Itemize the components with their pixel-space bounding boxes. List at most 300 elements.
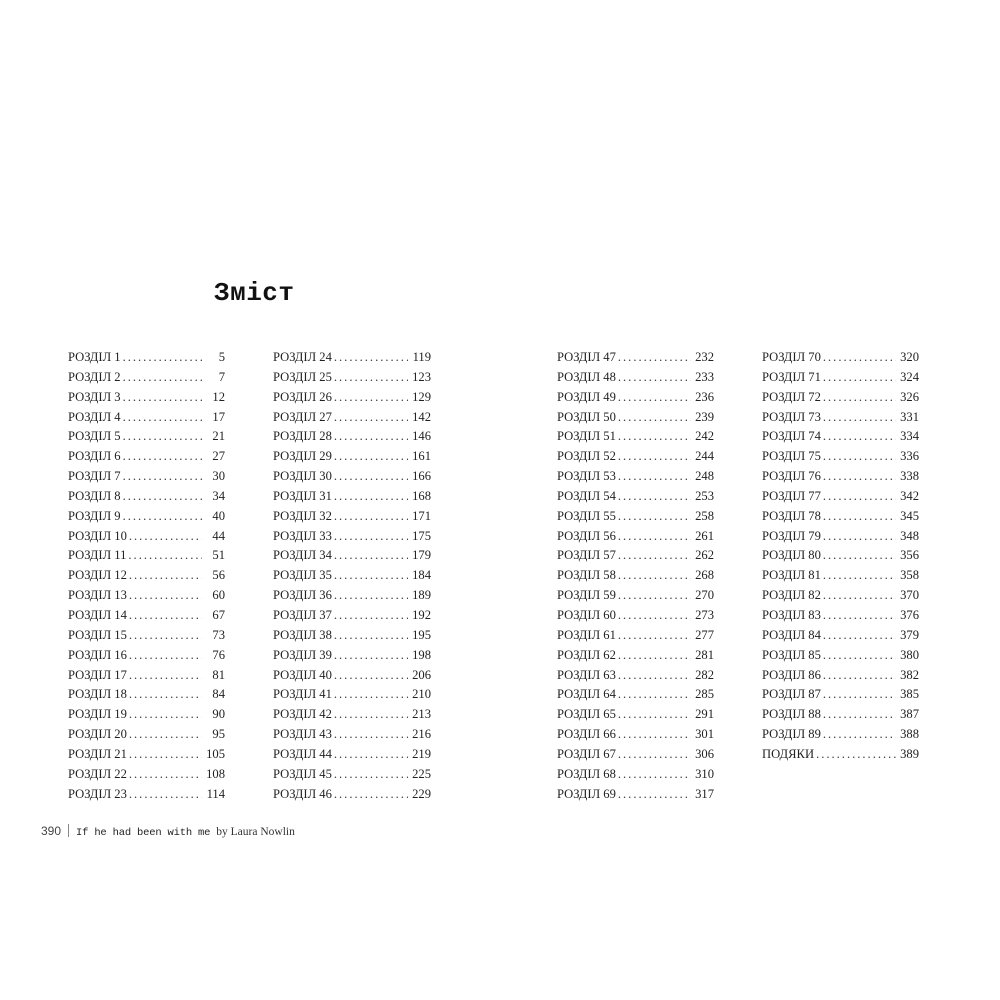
- toc-dot-leader: [129, 666, 202, 686]
- toc-entry-page: 44: [212, 528, 225, 543]
- footer-author: by Laura Nowlin: [216, 826, 295, 838]
- toc-dot-leader: [129, 626, 202, 646]
- toc-entry-page: 184: [412, 568, 431, 583]
- toc-entry-page: 105: [206, 746, 225, 761]
- toc-entry-page: 90: [212, 707, 225, 722]
- toc-dot-leader: [823, 725, 896, 745]
- toc-entry-label: РОЗДІЛ 70: [762, 350, 821, 364]
- toc-dot-leader: [334, 705, 408, 725]
- toc-dot-leader: [334, 487, 408, 507]
- toc-entry: [557, 546, 714, 566]
- toc-entry: [557, 666, 714, 686]
- toc-entry: [557, 487, 714, 507]
- toc-entry-label: РОЗДІЛ 71: [762, 369, 821, 384]
- toc-entry-page: 270: [695, 588, 714, 603]
- toc-dot-leader: [618, 586, 691, 606]
- toc-entry: [762, 447, 919, 467]
- toc-entry: [557, 447, 714, 467]
- toc-entry-label: РОЗДІЛ 76: [762, 469, 821, 484]
- toc-entry-label: РОЗДІЛ 15: [68, 627, 127, 642]
- toc-dot-leader: [334, 745, 408, 765]
- toc-entry-label: РОЗДІЛ 60: [557, 607, 616, 622]
- toc-dot-leader: [823, 447, 896, 467]
- toc-dot-leader: [123, 388, 202, 408]
- toc-entry-page: 51: [212, 548, 225, 563]
- toc-dot-leader: [618, 745, 691, 765]
- toc-entry: [273, 388, 431, 408]
- toc-entry-label: РОЗДІЛ 21: [68, 746, 127, 761]
- toc-entry-page: 108: [206, 766, 225, 781]
- toc-entry-label: РОЗДІЛ 89: [762, 727, 821, 742]
- toc-entry: [762, 685, 919, 705]
- toc-entry-page: 34: [212, 488, 225, 503]
- toc-entry-page: 171: [412, 508, 431, 523]
- toc-entry: [557, 725, 714, 745]
- page-title: Зміст: [214, 278, 295, 308]
- toc-dot-leader: [823, 368, 896, 388]
- toc-dot-leader: [334, 427, 408, 447]
- toc-entry: [762, 646, 919, 666]
- toc-entry: [273, 447, 431, 467]
- toc-dot-leader: [334, 685, 408, 705]
- toc-entry-label: РОЗДІЛ 52: [557, 449, 616, 464]
- toc-entry: [557, 705, 714, 725]
- toc-dot-leader: [129, 527, 202, 547]
- toc-entry-page: 239: [695, 409, 714, 424]
- toc-dot-leader: [123, 447, 202, 467]
- toc-entry-page: 338: [900, 469, 919, 484]
- toc-entry: [762, 745, 919, 765]
- toc-entry-page: 345: [900, 508, 919, 523]
- toc-entry: [68, 646, 225, 666]
- toc-entry: [68, 765, 225, 785]
- toc-entry: [762, 546, 919, 566]
- toc-entry-label: РОЗДІЛ 77: [762, 488, 821, 503]
- toc-entry-page: 17: [212, 409, 225, 424]
- toc-entry: [68, 586, 225, 606]
- toc-dot-leader: [334, 447, 408, 467]
- toc-entry-page: 229: [412, 786, 431, 801]
- toc-entry-page: 219: [412, 746, 431, 761]
- toc-entry-page: 30: [212, 469, 225, 484]
- toc-dot-leader: [618, 388, 691, 408]
- toc-entry: [273, 705, 431, 725]
- toc-dot-leader: [618, 487, 691, 507]
- toc-dot-leader: [618, 705, 691, 725]
- toc-entry: [273, 487, 431, 507]
- footer-page-number: 390: [41, 824, 62, 838]
- toc-entry-page: 5: [218, 350, 225, 364]
- toc-dot-leader: [823, 348, 896, 368]
- toc-dot-leader: [618, 408, 691, 428]
- toc-entry: [68, 408, 225, 428]
- toc-entry-page: 336: [900, 449, 919, 464]
- toc-entry: [557, 348, 714, 368]
- toc-dot-leader: [129, 765, 202, 785]
- toc-entry-label: РОЗДІЛ 55: [557, 508, 616, 523]
- toc-entry-label: РОЗДІЛ 59: [557, 588, 616, 603]
- toc-entry-label: РОЗДІЛ 37: [273, 607, 332, 622]
- toc-entry: [762, 487, 919, 507]
- toc-entry: [68, 626, 225, 646]
- toc-entry-label: РОЗДІЛ 30: [273, 469, 332, 484]
- toc-entry-label: РОЗДІЛ 19: [68, 707, 127, 722]
- toc-entry-page: 142: [412, 409, 431, 424]
- toc-entry-page: 379: [900, 627, 919, 642]
- toc-dot-leader: [618, 447, 691, 467]
- toc-dot-leader: [823, 408, 896, 428]
- toc-entry-page: 324: [900, 369, 919, 384]
- toc-dot-leader: [334, 626, 408, 646]
- toc-entry: [273, 467, 431, 487]
- toc-entry: [557, 745, 714, 765]
- toc-entry-label: РОЗДІЛ 54: [557, 488, 616, 503]
- toc-entry-label: РОЗДІЛ 51: [557, 429, 616, 444]
- toc-entry-page: 175: [412, 528, 431, 543]
- footer-book-title: If he had been with me: [76, 827, 211, 839]
- toc-dot-leader: [618, 646, 691, 666]
- toc-entry-label: РОЗДІЛ 88: [762, 707, 821, 722]
- toc-column-3: [557, 348, 714, 804]
- toc-dot-leader: [334, 546, 408, 566]
- toc-entry-page: 285: [695, 687, 714, 702]
- toc-entry-page: 282: [695, 667, 714, 682]
- toc-entry-label: РОЗДІЛ 3: [68, 389, 121, 404]
- toc-entry-label: РОЗДІЛ 72: [762, 389, 821, 404]
- toc-entry-label: РОЗДІЛ 58: [557, 568, 616, 583]
- toc-dot-leader: [123, 348, 202, 368]
- toc-dot-leader: [334, 467, 408, 487]
- toc-entry-label: РОЗДІЛ 53: [557, 469, 616, 484]
- toc-entry: [557, 408, 714, 428]
- toc-entry: [68, 487, 225, 507]
- toc-entry-page: 376: [900, 607, 919, 622]
- toc-entry: [762, 427, 919, 447]
- toc-entry-page: 387: [900, 707, 919, 722]
- toc-dot-leader: [129, 566, 202, 586]
- toc-entry-label: РОЗДІЛ 25: [273, 369, 332, 384]
- toc-entry-label: РОЗДІЛ 79: [762, 528, 821, 543]
- toc-entry-label: РОЗДІЛ 74: [762, 429, 821, 444]
- toc-dot-leader: [129, 785, 202, 805]
- toc-entry-page: 195: [412, 627, 431, 642]
- toc-column-2: [273, 348, 431, 804]
- toc-dot-leader: [334, 586, 408, 606]
- toc-entry-page: 56: [212, 568, 225, 583]
- toc-entry-page: 206: [412, 667, 431, 682]
- toc-entry-page: 389: [900, 746, 919, 761]
- toc-entry: [273, 745, 431, 765]
- toc-dot-leader: [618, 566, 691, 586]
- toc-dot-leader: [334, 606, 408, 626]
- toc-entry-label: РОЗДІЛ 1: [68, 350, 121, 364]
- toc-entry-page: 225: [412, 766, 431, 781]
- toc-dot-leader: [618, 685, 691, 705]
- toc-entry: [557, 685, 714, 705]
- toc-dot-leader: [823, 606, 896, 626]
- toc-dot-leader: [823, 427, 896, 447]
- toc-entry: [762, 666, 919, 686]
- toc-entry: [68, 388, 225, 408]
- toc-entry-page: 320: [900, 350, 919, 364]
- toc-entry-label: РОЗДІЛ 42: [273, 707, 332, 722]
- toc-entry-page: 129: [412, 389, 431, 404]
- toc-entry: [68, 368, 225, 388]
- toc-entry-label: РОЗДІЛ 9: [68, 508, 121, 523]
- toc-entry: [273, 408, 431, 428]
- toc-entry-page: 73: [212, 627, 225, 642]
- toc-entry-page: 216: [412, 727, 431, 742]
- toc-entry-page: 261: [695, 528, 714, 543]
- toc-entry-label: РОЗДІЛ 29: [273, 449, 332, 464]
- toc-dot-leader: [618, 785, 691, 805]
- toc-entry-label: РОЗДІЛ 32: [273, 508, 332, 523]
- toc-entry-page: 258: [695, 508, 714, 523]
- toc-entry-label: РОЗДІЛ 18: [68, 687, 127, 702]
- toc-entry-label: РОЗДІЛ 5: [68, 429, 121, 444]
- toc-dot-leader: [123, 487, 202, 507]
- toc-dot-leader: [123, 408, 202, 428]
- toc-entry-page: 123: [412, 369, 431, 384]
- toc-entry: [762, 626, 919, 646]
- toc-entry: [68, 546, 225, 566]
- toc-entry: [557, 626, 714, 646]
- toc-entry-page: 114: [206, 786, 225, 801]
- toc-entry-page: 326: [900, 389, 919, 404]
- toc-entry-label: РОЗДІЛ 22: [68, 766, 127, 781]
- toc-entry-label: РОЗДІЛ 68: [557, 766, 616, 781]
- toc-entry: [68, 666, 225, 686]
- toc-entry-label: РОЗДІЛ 78: [762, 508, 821, 523]
- toc-dot-leader: [129, 745, 202, 765]
- toc-dot-leader: [823, 487, 896, 507]
- toc-entry: [762, 368, 919, 388]
- toc-entry-page: 244: [695, 449, 714, 464]
- toc-entry-label: РОЗДІЛ 84: [762, 627, 821, 642]
- toc-entry-label: РОЗДІЛ 43: [273, 727, 332, 742]
- toc-entry-label: РОЗДІЛ 44: [273, 746, 332, 761]
- toc-dot-leader: [618, 467, 691, 487]
- toc-entry-page: 213: [412, 707, 431, 722]
- toc-entry-page: 12: [212, 389, 225, 404]
- toc-entry-label: РОЗДІЛ 80: [762, 548, 821, 563]
- toc-entry-page: 385: [900, 687, 919, 702]
- toc-dot-leader: [334, 348, 408, 368]
- toc-entry-label: РОЗДІЛ 20: [68, 727, 127, 742]
- toc-entry: [68, 527, 225, 547]
- toc-entry: [273, 527, 431, 547]
- toc-entry-page: 166: [412, 469, 431, 484]
- toc-dot-leader: [123, 368, 202, 388]
- toc-entry-label: РОЗДІЛ 35: [273, 568, 332, 583]
- toc-entry-label: РОЗДІЛ 10: [68, 528, 127, 543]
- toc-column-4: [762, 348, 919, 765]
- toc-entry-page: 342: [900, 488, 919, 503]
- toc-entry: [273, 765, 431, 785]
- toc-dot-leader: [334, 388, 408, 408]
- toc-entry-page: 119: [412, 350, 431, 364]
- toc-entry-label: РОЗДІЛ 65: [557, 707, 616, 722]
- toc-entry: [557, 606, 714, 626]
- toc-dot-leader: [618, 507, 691, 527]
- toc-entry: [557, 427, 714, 447]
- toc-entry-page: 356: [900, 548, 919, 563]
- toc-entry-page: 348: [900, 528, 919, 543]
- toc-entry: [762, 586, 919, 606]
- toc-entry-label: РОЗДІЛ 38: [273, 627, 332, 642]
- toc-entry-page: 268: [695, 568, 714, 583]
- toc-entry-page: 236: [695, 389, 714, 404]
- toc-entry: [273, 626, 431, 646]
- toc-entry-label: РОЗДІЛ 26: [273, 389, 332, 404]
- toc-entry-label: РОЗДІЛ 40: [273, 667, 332, 682]
- toc-entry: [557, 388, 714, 408]
- toc-dot-leader: [334, 666, 408, 686]
- toc-entry: [273, 666, 431, 686]
- toc-dot-leader: [123, 467, 202, 487]
- toc-entry: [68, 785, 225, 805]
- toc-entry-page: 358: [900, 568, 919, 583]
- toc-entry: [68, 566, 225, 586]
- toc-dot-leader: [618, 348, 691, 368]
- toc-entry-label: РОЗДІЛ 14: [68, 607, 127, 622]
- toc-entry-label: РОЗДІЛ 7: [68, 469, 121, 484]
- toc-entry-label: РОЗДІЛ 46: [273, 786, 332, 801]
- toc-dot-leader: [823, 705, 896, 725]
- toc-entry-label: РОЗДІЛ 2: [68, 369, 121, 384]
- toc-entry-page: 232: [695, 350, 714, 364]
- toc-entry-label: РОЗДІЛ 8: [68, 488, 121, 503]
- toc-entry-page: 161: [412, 449, 431, 464]
- toc-entry-page: 334: [900, 429, 919, 444]
- toc-dot-leader: [618, 368, 691, 388]
- toc-entry-page: 281: [695, 647, 714, 662]
- toc-dot-leader: [334, 785, 408, 805]
- toc-dot-leader: [618, 527, 691, 547]
- toc-entry-page: 189: [412, 588, 431, 603]
- toc-entry-label: РОЗДІЛ 28: [273, 429, 332, 444]
- toc-entry: [68, 725, 225, 745]
- toc-entry: [762, 527, 919, 547]
- toc-entry: [557, 586, 714, 606]
- toc-entry: [68, 705, 225, 725]
- toc-entry-label: РОЗДІЛ 36: [273, 588, 332, 603]
- toc-entry-page: 7: [218, 369, 225, 384]
- toc-dot-leader: [823, 546, 896, 566]
- toc-entry-page: 21: [212, 429, 225, 444]
- toc-entry: [557, 368, 714, 388]
- toc-entry: [273, 606, 431, 626]
- toc-dot-leader: [823, 685, 896, 705]
- toc-entry-page: 248: [695, 469, 714, 484]
- toc-entry-page: 179: [412, 548, 431, 563]
- toc-entry-page: 81: [212, 667, 225, 682]
- toc-dot-leader: [129, 705, 202, 725]
- toc-entry-page: 95: [212, 727, 225, 742]
- toc-entry-page: 27: [212, 449, 225, 464]
- toc-entry-label: РОЗДІЛ 67: [557, 746, 616, 761]
- toc-dot-leader: [823, 527, 896, 547]
- toc-entry: [273, 368, 431, 388]
- toc-dot-leader: [334, 646, 408, 666]
- toc-dot-leader: [334, 566, 408, 586]
- toc-entry: [762, 408, 919, 428]
- toc-dot-leader: [618, 427, 691, 447]
- toc-entry-page: 168: [412, 488, 431, 503]
- toc-entry-label: РОЗДІЛ 56: [557, 528, 616, 543]
- toc-entry-label: РОЗДІЛ 34: [273, 548, 332, 563]
- toc-entry: [68, 606, 225, 626]
- toc-entry-label: РОЗДІЛ 6: [68, 449, 121, 464]
- toc-entry-label: РОЗДІЛ 23: [68, 786, 127, 801]
- toc-dot-leader: [123, 427, 202, 447]
- toc-entry-label: РОЗДІЛ 4: [68, 409, 121, 424]
- toc-dot-leader: [816, 745, 896, 765]
- toc-column-1: [68, 348, 225, 804]
- toc-entry-label: РОЗДІЛ 24: [273, 350, 332, 364]
- toc-entry-page: 210: [412, 687, 431, 702]
- toc-entry-label: РОЗДІЛ 63: [557, 667, 616, 682]
- footer-divider: [68, 824, 69, 837]
- toc-entry: [557, 785, 714, 805]
- toc-dot-leader: [823, 566, 896, 586]
- toc-entry: [762, 725, 919, 745]
- toc-entry-label: РОЗДІЛ 57: [557, 548, 616, 563]
- toc-entry-label: РОЗДІЛ 64: [557, 687, 616, 702]
- toc-entry-page: 146: [412, 429, 431, 444]
- toc-dot-leader: [129, 606, 202, 626]
- toc-entry-label: РОЗДІЛ 11: [68, 548, 127, 563]
- toc-entry: [273, 427, 431, 447]
- toc-entry: [762, 705, 919, 725]
- toc-entry: [762, 507, 919, 527]
- toc-entry-label: РОЗДІЛ 83: [762, 607, 821, 622]
- toc-entry-label: РОЗДІЛ 16: [68, 647, 127, 662]
- toc-entry: [273, 685, 431, 705]
- toc-entry-label: РОЗДІЛ 45: [273, 766, 332, 781]
- toc-entry-page: 253: [695, 488, 714, 503]
- toc-entry: [273, 725, 431, 745]
- toc-entry-label: РОЗДІЛ 61: [557, 627, 616, 642]
- toc-entry: [557, 467, 714, 487]
- toc-dot-leader: [129, 725, 202, 745]
- page-footer: [41, 822, 295, 839]
- toc-entry-page: 317: [695, 786, 714, 801]
- toc-entry: [68, 507, 225, 527]
- toc-entry: [68, 447, 225, 467]
- toc-entry-label: РОЗДІЛ 66: [557, 727, 616, 742]
- toc-dot-leader: [823, 507, 896, 527]
- toc-dot-leader: [618, 626, 691, 646]
- toc-entry: [762, 467, 919, 487]
- toc-dot-leader: [129, 586, 202, 606]
- toc-entry-page: 310: [695, 766, 714, 781]
- toc-entry-page: 388: [900, 727, 919, 742]
- toc-entry-page: 40: [212, 508, 225, 523]
- toc-entry-label: РОЗДІЛ 48: [557, 369, 616, 384]
- toc-entry-label: РОЗДІЛ 86: [762, 667, 821, 682]
- toc-entry: [762, 348, 919, 368]
- toc-entry-label: ПОДЯКИ: [762, 746, 815, 761]
- toc-entry: [68, 427, 225, 447]
- toc-entry-page: 331: [900, 409, 919, 424]
- toc-entry-label: РОЗДІЛ 73: [762, 409, 821, 424]
- toc-entry-label: РОЗДІЛ 50: [557, 409, 616, 424]
- toc-dot-leader: [123, 507, 202, 527]
- toc-entry-label: РОЗДІЛ 47: [557, 350, 616, 364]
- toc-entry-label: РОЗДІЛ 87: [762, 687, 821, 702]
- toc-dot-leader: [334, 765, 408, 785]
